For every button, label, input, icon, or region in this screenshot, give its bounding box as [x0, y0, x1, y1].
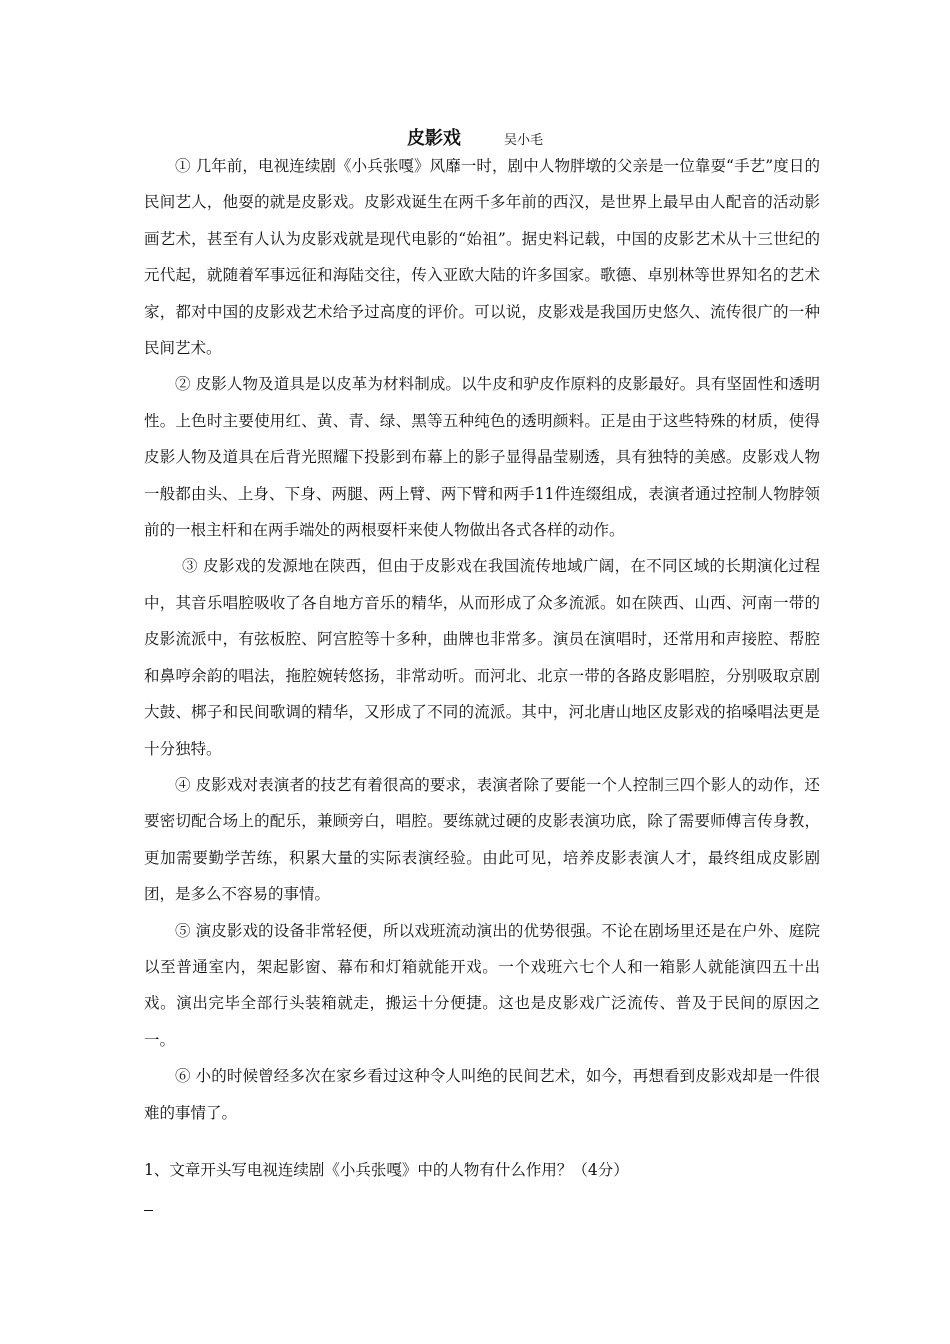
paragraph-6: ⑥ 小的时候曾经多次在家乡看过这种令人叫绝的民间艺术，如今，再想看到皮影戏却是一件很难的事情了。 [144, 1067, 820, 1122]
question-1: 1、文章开头写电视连续剧《小兵张嘎》中的人物有什么作用？（4分） [144, 1161, 629, 1179]
paragraph-5: ⑤ 演皮影戏的设备非常轻便，所以戏班流动演出的优势很强。不论在剧场里还是在户外、庭院以至普通室内，架起影窗、幕布和灯箱就能开戏。一个戏班六七个人和一箱影人就能演四五十出戏。演出完毕全部行头装箱就走，搬运十分便捷。这也是皮影戏广泛流传、普及于民间的原因之一。 [144, 921, 820, 1049]
paragraph-4: ④ 皮影戏对表演者的技艺有着很高的要求，表演者除了要能一个人控制三四个影人的动作，还要密切配合场上的配乐，兼顾旁白，唱腔。要练就过硬的皮影表演功底，除了需要师傅言传身教，更加需要勤学苦练，积累大量的实际表演经验。由此可见，培养皮影表演人才，最终组成皮影剧团，是多么不容易的事情。 [144, 775, 820, 904]
title-row [0, 124, 950, 150]
paragraph-3: ③ 皮影戏的发源地在陕西，但由于皮影戏在我国流传地域广阔，在不同区域的长期演化过程中，其音乐唱腔吸收了各自地方音乐的精华，从而形成了众多流派。如在陕西、山西、河南一带的皮影流派中，有弦板腔、阿宫腔等十多种，曲牌也非常多。演员在演唱时，还常用和声接腔、帮腔和鼻哼余韵的唱法，拖腔婉转悠扬，非常动听。而河北、北京一带的各路皮影唱腔，分别吸取京剧大鼓、梆子和民间歌调的精华，又形成了不同的流派。其中，河北唐山地区皮影戏的掐嗓唱法更是十分独特。 [144, 557, 820, 758]
article-body [144, 148, 820, 1131]
document-author: 吴小毛 [504, 133, 544, 148]
paragraph-2: ② 皮影人物及道具是以皮革为材料制成。以牛皮和驴皮作原料的皮影最好。具有坚固性和透明性。上色时主要使用红、黄、青、绿、黑等五种纯色的透明颜料。正是由于这些特殊的材质，使得皮影人物及道具在后背光照耀下投影到布幕上的影子显得晶莹剔透，具有独特的美感。皮影戏人物一般都由头、上身、下身、两腿、两上臂、两下臂和两手11件连缀组成，表演者通过控制人物脖领前的一根主杆和在两手端处的两根耍杆来使人物做出各式各样的动作。 [144, 375, 820, 540]
document-title: 皮影戏 [406, 128, 461, 149]
answer-line [144, 1210, 153, 1211]
paragraph-1: ① 几年前，电视连续剧《小兵张嘎》风靡一时，剧中人物胖墩的父亲是一位靠耍“手艺”度日的民间艺人，他耍的就是皮影戏。皮影戏诞生在两千多年前的西汉，是世界上最早由人配音的活动影画艺术，甚至有人认为皮影戏就是现代电影的“始祖”。据史料记载，中国的皮影艺术从十三世纪的元代起，就随着军事远征和海陆交往，传入亚欧大陆的许多国家。歌德、卓别林等世界知名的艺术家，都对中国的皮影戏艺术给予过高度的评价。可以说，皮影戏是我国历史悠久、流传很广的一种民间艺术。 [144, 157, 820, 358]
